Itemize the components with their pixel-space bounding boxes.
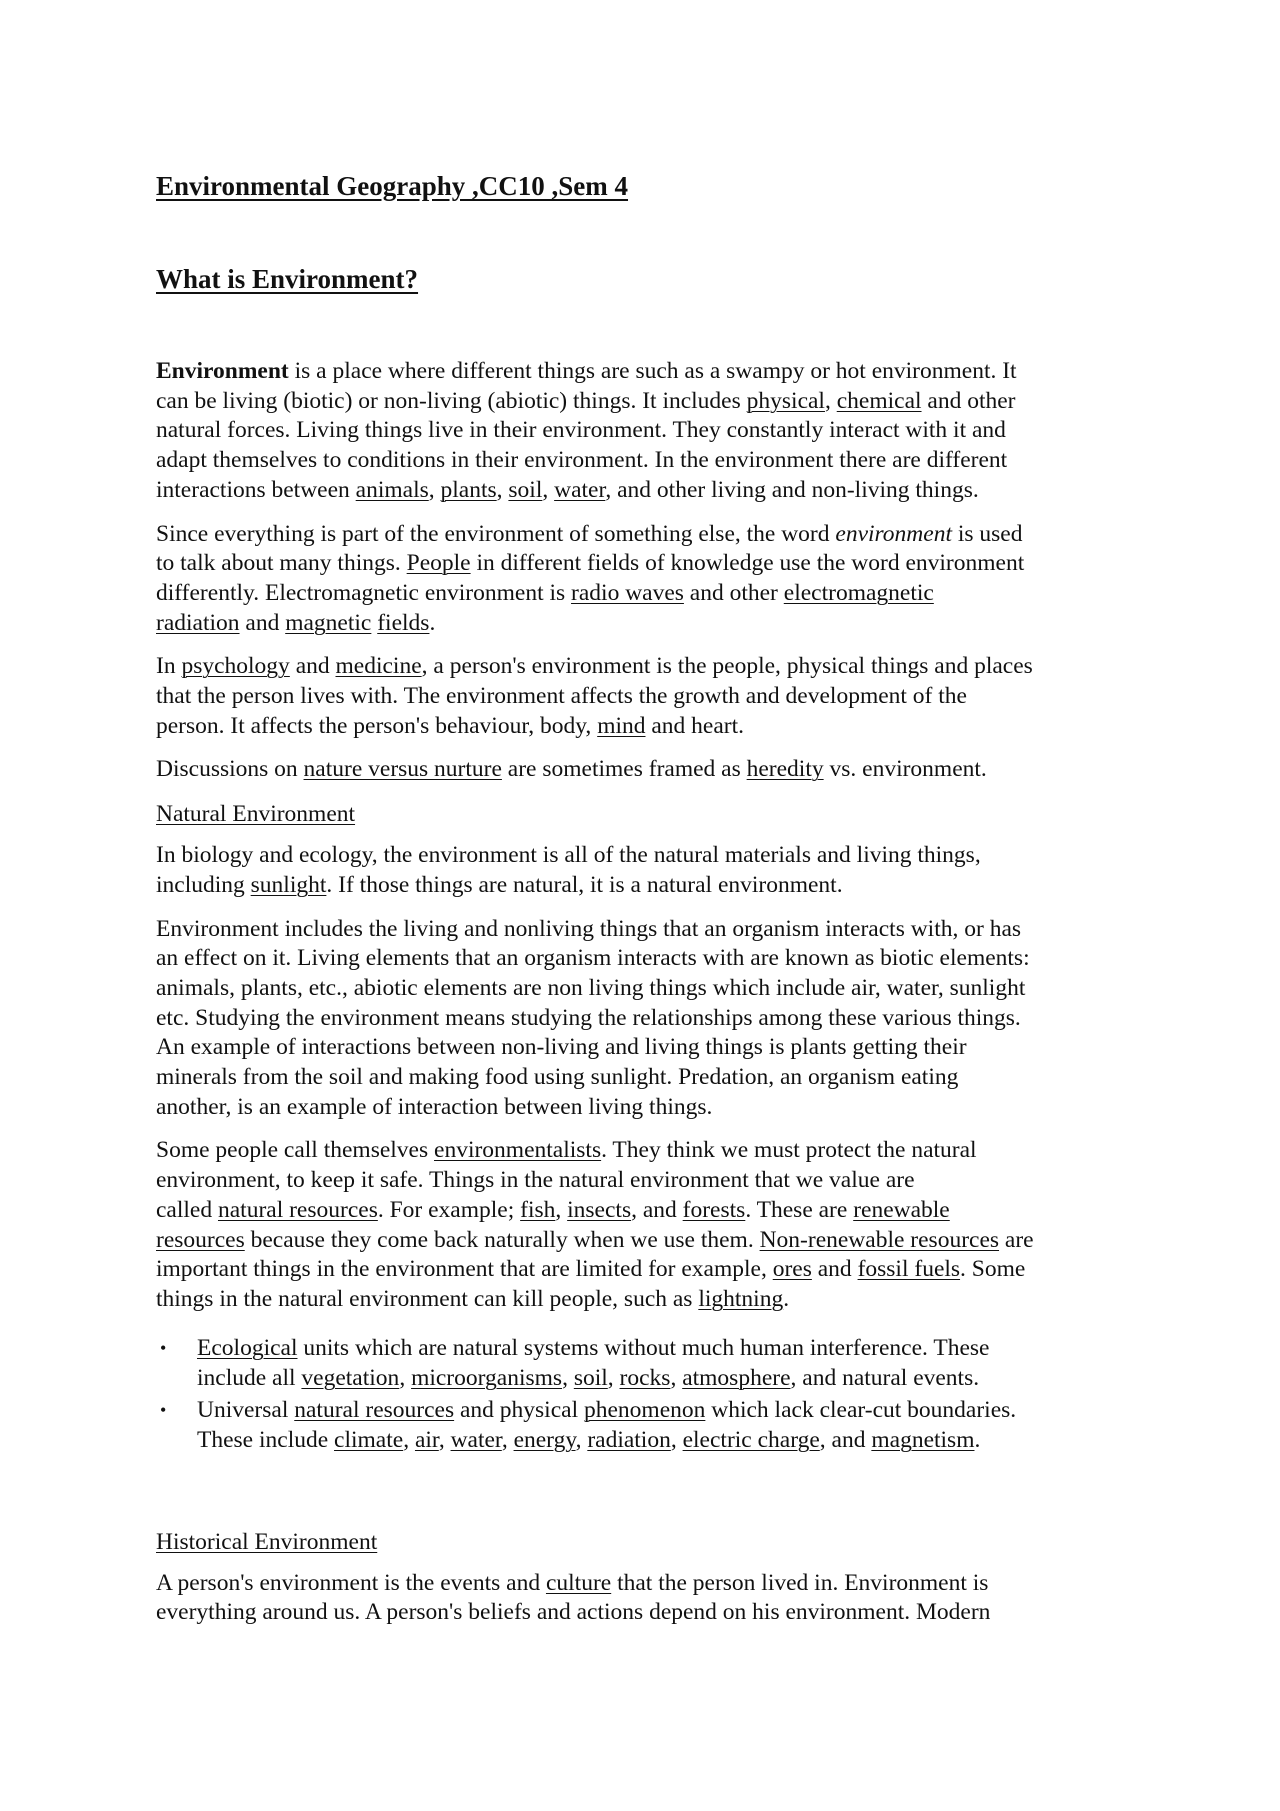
- link-renewable[interactable]: renewable: [853, 1196, 950, 1223]
- link-magnetic[interactable]: magnetic: [285, 609, 372, 636]
- link-water[interactable]: water: [554, 476, 606, 503]
- link-energy[interactable]: energy: [513, 1426, 576, 1453]
- link-atmosphere[interactable]: atmosphere: [682, 1364, 791, 1391]
- link-animals[interactable]: animals: [355, 476, 429, 503]
- paragraph-historical: A person's environment is the events and culture that the person lived in. Environment is everything around us. A person's beliefs and actions depend on his environment. Modern: [156, 1569, 991, 1626]
- link-fossil-fuels[interactable]: fossil fuels: [857, 1256, 961, 1283]
- link-radiation-2[interactable]: radiation: [587, 1426, 671, 1453]
- paragraph-environmentalists: Some people call themselves environmentalists. They think we must protect the natural environment, to keep it safe. Things in the natural environment that we value are called natural resources. For example; fish, insects, and forests. These are renewable resources because they come back naturally when we use them. Non-renewable resources are important things in the environment that are limited for example, ores and fossil fuels. Some things in the natural environment can kill people, such as lightning.: [156, 1137, 1034, 1312]
- paragraph-biology-ecology: In biology and ecology, the environment is all of the natural materials and living things, including sunlight. If those things are natural, it is a natural environment.: [156, 842, 981, 898]
- paragraph-word-usage: Since everything is part of the environment of something else, the word environment is used to talk about many things. People in different fields of knowledge use the word environment differently. Electromagnetic environment is radio waves and other electromagnetic radiation and magnetic fields.: [156, 520, 1025, 636]
- link-sunlight[interactable]: sunlight: [250, 871, 327, 898]
- paragraph-biotic-abiotic: Environment includes the living and nonliving things that an organism interacts with, or has an effect on it. Living elements that an organism interacts with are known as biotic elements: animals, plants, etc., abiotic elements are non living things which include air, water, sunlight etc. Studying the environment means studying the relationships among these various things. An example of interactions between non-living and living things is plants getting their minerals from the soil and making food using sunlight. Predation, an organism eating another, is an example of interaction between living things.: [156, 915, 1030, 1120]
- paragraph-psychology: In psychology and medicine, a person's environment is the people, physical things and places that the person lives with. The environment affects the growth and development of the person. It affects the person's behaviour, body, mind and heart.: [156, 653, 1033, 739]
- link-microorganisms[interactable]: microorganisms: [411, 1364, 563, 1391]
- link-rocks[interactable]: rocks: [619, 1364, 671, 1391]
- link-magnetism[interactable]: magnetism: [871, 1426, 975, 1453]
- link-water-2[interactable]: water: [450, 1426, 502, 1453]
- link-heredity[interactable]: heredity: [746, 756, 824, 783]
- list-item: • Universal natural resources and physical phenomenon which lack clear-cut boundaries. These include climate, air, water, energy, radiation, electric charge, and magnetism.: [160, 1396, 1017, 1453]
- document-title: Environmental Geography ,CC10 ,Sem 4: [156, 171, 629, 201]
- link-people[interactable]: People: [406, 550, 471, 577]
- italic-term: environment: [835, 520, 952, 547]
- bullet-icon: •: [160, 1399, 167, 1420]
- link-electromagnetic[interactable]: electromagnetic: [783, 579, 934, 606]
- subheading-natural-environment: Natural Environment: [156, 801, 356, 828]
- link-chemical[interactable]: chemical: [836, 387, 922, 414]
- link-non-renewable-resources[interactable]: Non-renewable resources: [759, 1226, 1000, 1253]
- bullet-icon: •: [160, 1337, 167, 1358]
- link-environmentalists[interactable]: environmentalists: [434, 1137, 602, 1164]
- link-physical[interactable]: physical: [746, 387, 825, 414]
- link-fields[interactable]: fields: [377, 609, 430, 636]
- bold-term: Environment: [156, 358, 289, 384]
- section-heading: What is Environment?: [156, 264, 419, 294]
- link-natural-resources-2[interactable]: natural resources: [294, 1396, 455, 1423]
- bullet-list: [156, 1333, 1132, 1455]
- link-culture[interactable]: culture: [545, 1569, 612, 1596]
- link-psychology[interactable]: psychology: [181, 653, 290, 680]
- paragraph-environment-definition: Environment is a place where different things are such as a swampy or hot environment. It can be living (biotic) or non-living (abiotic) things. It includes physical, chemical and other natural forces. Living things live in their environment. They constantly interact with it and adapt themselves to conditions in their environment. In the environment there are different interactions between animals, plants, soil, water, and other living and non-living things.: [156, 358, 1017, 503]
- link-forests[interactable]: forests: [682, 1196, 746, 1223]
- paragraph-nature-nurture: Discussions on nature versus nurture are sometimes framed as heredity vs. environment.: [156, 756, 987, 783]
- subheading-historical-environment: Historical Environment: [156, 1528, 378, 1555]
- link-insects[interactable]: insects: [567, 1196, 632, 1223]
- link-natural-resources[interactable]: natural resources: [217, 1196, 378, 1223]
- link-air[interactable]: air: [414, 1426, 439, 1453]
- link-ores[interactable]: ores: [772, 1256, 812, 1283]
- link-fish[interactable]: fish: [520, 1196, 556, 1223]
- link-nature-versus-nurture[interactable]: nature versus nurture: [303, 756, 502, 783]
- spacer: [156, 1457, 1132, 1527]
- link-resources[interactable]: resources: [156, 1226, 245, 1253]
- list-item: • Ecological units which are natural systems without much human interference. These include all vegetation, microorganisms, soil, rocks, atmosphere, and natural events.: [160, 1334, 990, 1391]
- link-radiation[interactable]: radiation: [156, 609, 240, 636]
- link-soil[interactable]: soil: [508, 476, 543, 503]
- link-soil-2[interactable]: soil: [573, 1364, 608, 1391]
- link-ecological[interactable]: Ecological: [197, 1334, 298, 1361]
- document-page: [156, 168, 1132, 1642]
- link-lightning[interactable]: lightning: [698, 1285, 784, 1312]
- link-medicine[interactable]: medicine: [335, 653, 422, 680]
- link-electric-charge[interactable]: electric charge: [682, 1426, 820, 1453]
- link-plants[interactable]: plants: [440, 476, 497, 503]
- link-climate[interactable]: climate: [334, 1426, 404, 1453]
- link-mind[interactable]: mind: [597, 712, 646, 739]
- link-radio-waves[interactable]: radio waves: [571, 579, 684, 606]
- link-phenomenon[interactable]: phenomenon: [583, 1396, 706, 1423]
- link-vegetation[interactable]: vegetation: [301, 1364, 400, 1391]
